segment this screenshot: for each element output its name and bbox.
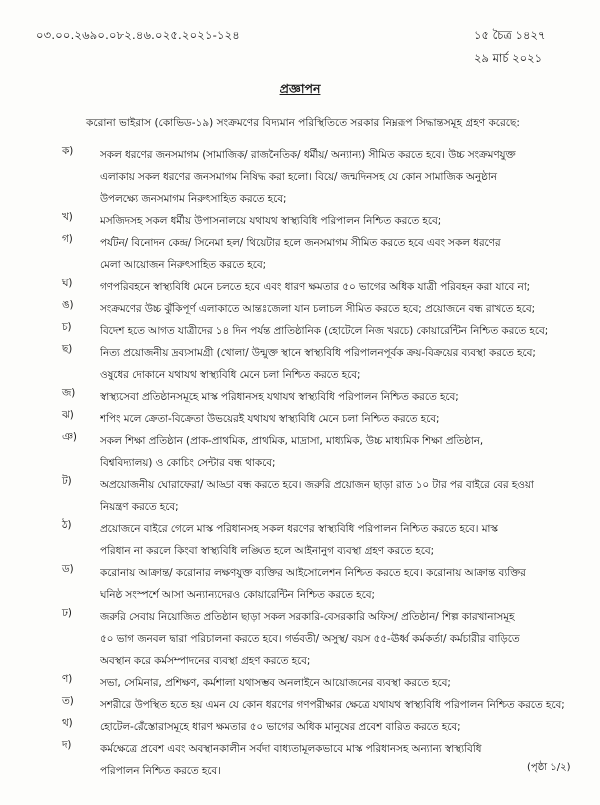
item-line: সকল ধরণের জনসমাগম (সামাজিক/ রাজনৈতিক/ ধর্মীয়/ অন্যান্য) সীমিত করতে হবে। উচ্চ সংক্রমণযুক্ত [100, 149, 516, 161]
item-marker: ঞ) [62, 431, 77, 443]
item-line: উপলক্ষ্যে জনসমাগম নিরুৎসাহিত করতে হবে; [100, 193, 287, 205]
item-line: এলাকায় সকল ধরণের জনসমাগম নিষিদ্ধ করা হলো। বিয়ে/ জন্মদিনসহ যে কোন সামাজিক অনুষ্ঠান [100, 171, 497, 183]
item-marker: ড) [62, 563, 74, 575]
item-marker: থ) [62, 717, 73, 729]
item-line: অপ্রয়োজনীয় ঘোরাফেরা/ আড্ডা বন্ধ করতে হবে। জরুরি প্রয়োজন ছাড়া রাত ১০ টার পর বাইরে বের হওয়া [100, 479, 534, 491]
item-text [100, 298, 570, 320]
memo-number: ০৩.০০.২৬৯০.০৮২.৪৬.০২৫.২০২১-১২৪ [36, 28, 240, 42]
item-line: নিত্য প্রয়োজনীয় দ্রব্যসামগ্রী (খোলা/ উন্মুক্ত স্থানে স্বাস্থ্যবিধি পরিপালনপূর্বক ক্রয়-বিক্রয়ের ব্যবস্থা করতে হবে; [100, 347, 536, 359]
title-text: প্রজ্ঞাপন [279, 81, 321, 96]
item-text [100, 672, 570, 694]
item-marker: খ) [62, 211, 73, 223]
item-line: গণপরিবহনে স্বাস্থ্যবিধি মেনে চলতে হবে এবং ধারণ ক্ষমতার ৫০ ভাগের অধিক যাত্রী পরিবহন করা যাবে না; [100, 281, 531, 293]
item-text [100, 738, 570, 782]
item-line: জরুরি সেবায় নিয়োজিত প্রতিষ্ঠান ছাড়া সকল সরকারি-বেসরকারি অফিস/ প্রতিষ্ঠান/ শিল্প কারখানাসমূহ [100, 611, 515, 623]
item-text [100, 276, 570, 298]
item-text [100, 408, 570, 430]
item-marker: চ) [62, 321, 72, 333]
item-marker: ত) [62, 695, 74, 707]
item-text [100, 210, 570, 232]
item-line: অবস্থান করে কর্মসম্পাদনের ব্যবস্থা গ্রহণ করতে হবে; [100, 655, 311, 667]
item-marker: ঙ) [62, 299, 74, 311]
intro-paragraph: করোনা ভাইরাস (কোভিড-১৯) সংক্রমণের বিদ্যমান পরিস্থিতিতে সরকার নিম্নরূপ সিদ্ধান্তসমূহ গ্রহণ করেছে: [86, 117, 520, 129]
item-line: সশরীরে উপস্থিত হতে হয় এমন যে কোন ধরণের গণপরীক্ষার ক্ষেত্রে যথাযথ স্বাস্থ্যবিধি পরিপালন নিশ্চিত করতে হবে; [100, 699, 565, 711]
item-text [100, 430, 570, 474]
item-marker: ক) [62, 145, 74, 157]
item-marker: ছ) [62, 343, 73, 355]
item-line: নিয়ন্ত্রণ করতে হবে; [100, 501, 179, 513]
item-marker: ঝ) [62, 409, 74, 421]
page-number: (পৃষ্ঠা ১/২) [527, 762, 571, 773]
item-marker: দ) [62, 739, 72, 751]
page-title [0, 81, 600, 101]
item-line: সভা, সেমিনার, প্রশিক্ষণ, কর্মশালা যথাসম্ভব অনলাইনে আয়োজনের ব্যবস্থা করতে হবে; [100, 677, 451, 689]
item-line: পরিপালন নিশ্চিত করতে হবে। [100, 765, 221, 777]
item-marker: ঘ) [62, 277, 73, 289]
item-marker: ণ) [62, 673, 73, 685]
item-line: শপিং মলে ক্রেতা-বিক্রেতা উভয়েরই যথাযথ স্বাস্থ্যবিধি মেনে চলা নিশ্চিত করতে হবে; [100, 413, 440, 425]
item-line: মেলা আয়োজন নিরুৎসাহিত করতে হবে; [100, 259, 267, 271]
item-marker: গ) [62, 233, 73, 245]
item-line: সকল শিক্ষা প্রতিষ্ঠান (প্রাক-প্রাথমিক, প্রাথমিক, মাদ্রাসা, মাধ্যমিক, উচ্চ মাধ্যমিক শিক্ষা প্রতিষ্ঠান, [100, 435, 484, 447]
date-english: ২৯ মার্চ ২০২১ [474, 51, 543, 65]
item-line: ৫০ ভাগ জনবল দ্বারা পরিচালনা করতে হবে। গর্ভবতী/ অসুস্থ/ বয়স ৫৫-ঊর্ধ্ব কর্মকর্তা/ কর্মচারীর বাড়িতে [100, 633, 520, 645]
item-marker: ঢ) [62, 607, 72, 619]
item-text [100, 386, 570, 408]
item-text [100, 518, 570, 562]
item-line: ওষুধের দোকানে যথাযথ স্বাস্থ্যবিধি মেনে চলা নিশ্চিত করতে হবে; [100, 369, 361, 381]
item-line: বিশ্ববিদ্যালয়) ও কোচিং সেন্টার বন্ধ থাকবে; [100, 457, 276, 469]
item-line: পর্যটন/ বিনোদন কেন্দ্র/ সিনেমা হল/ থিয়েটার হলে জনসমাগম সীমিত করতে হবে এবং সকল ধরণের [100, 237, 501, 249]
item-line: করোনায় আক্রান্ত/ করোনার লক্ষণযুক্ত ব্যক্তির আইসোলেশন নিশ্চিত করতে হবে। করোনায় আক্রান্ত ব্যক্তির [100, 567, 526, 579]
item-line: মসজিদসহ সকল ধর্মীয় উপাসনালয়ে যথাযথ স্বাস্থ্যবিধি পরিপালন নিশ্চিত করতে হবে; [100, 215, 442, 227]
item-text [100, 562, 570, 606]
item-marker: ঠ) [62, 519, 72, 531]
item-line: পরিধান না করলে কিংবা স্বাস্থ্যবিধি লঙ্ঘিত হলে আইনানুগ ব্যবস্থা গ্রহণ করতে হবে; [100, 545, 435, 557]
item-text [100, 694, 570, 716]
item-text [100, 320, 570, 342]
item-text [100, 342, 570, 386]
item-text [100, 232, 570, 276]
item-line: কর্মক্ষেত্রে প্রবেশ এবং অবস্থানকালীন সর্বদা বাধ্যতামূলকভাবে মাস্ক পরিধানসহ অন্যান্য স্বাস্থ্যবিধি [100, 743, 482, 755]
item-text [100, 474, 570, 518]
item-line: স্বাস্থ্যসেবা প্রতিষ্ঠানসমূহে মাস্ক পরিধানসহ যথাযথ স্বাস্থ্যবিধি পরিপালন নিশ্চিত করতে হবে; [100, 391, 459, 403]
item-text [100, 716, 570, 738]
item-line: হোটেল-রেঁস্তোরাসমূহে ধারণ ক্ষমতার ৫০ ভাগের অধিক মানুষের প্রবেশ বারিত করতে হবে; [100, 721, 461, 733]
item-line: প্রয়োজনে বাইরে গেলে মাস্ক পরিধানসহ সকল ধরণের স্বাস্থ্যবিধি পরিপালন নিশ্চিত করতে হবে। মাস্ক [100, 523, 498, 535]
item-text [100, 144, 570, 210]
item-line: ঘনিষ্ঠ সংস্পর্শে আসা অন্যান্যদেরও কোয়ারেন্টিন নিশ্চিত করতে হবে; [100, 589, 375, 601]
item-line: বিদেশ হতে আগত যাত্রীদের ১৪ দিন পর্যন্ত প্রাতিষ্ঠানিক (হোটেলে নিজ খরচে) কোয়ারেন্টিন নিশ্চিত করতে হবে; [100, 325, 549, 337]
item-marker: ট) [62, 475, 72, 487]
item-line: সংক্রমণের উচ্চ ঝুঁকিপূর্ণ এলাকাতে আন্তঃজেলা যান চলাচল সীমিত করতে হবে; প্রয়োজনে বন্ধ রাখতে হবে; [100, 303, 536, 315]
item-marker: জ) [62, 387, 76, 399]
date-bangla: ১৫ চৈত্র ১৪২৭ [474, 28, 546, 42]
item-text [100, 606, 570, 672]
